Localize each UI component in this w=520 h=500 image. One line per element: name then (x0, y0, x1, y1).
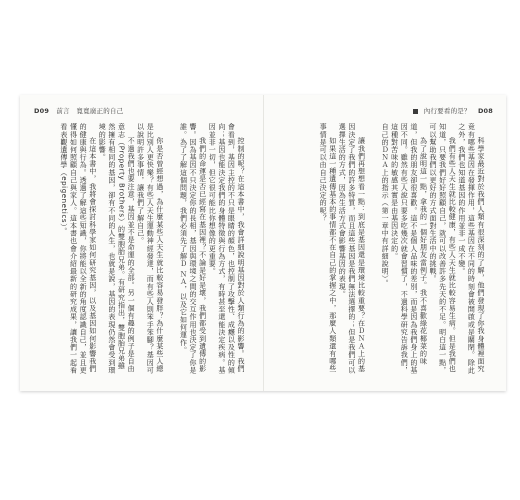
left-header-title: 前言 寬寬廣正的自己 (56, 107, 124, 115)
right-paragraph-3: 為了說明這一點，拿我的一個好朋友當例子。我不喜歡綠花椰菜的味道，但我的朋友卻很喜歡。這不是個人品味的差別，而是因為我們身上的基因不同。雖然有些人說只要多吃幾次就會習慣了，不過科學研究告訴我們，這種對苦味的敏感其實是由基因決定的。 (390, 123, 428, 374)
right-body-text (280, 123, 485, 375)
right-header-title: 內行要看的是？ (423, 107, 471, 115)
left-paragraph-1: 控制的呢？在這本書中，我會詳細說明基因對於人類行為的影響。我們會看到，基因主控的不只是眼睛的顏色，也控制了攻擊性、成癮以及性的傾向；基因也能決定我們的身體特徵與行為方式，有時甚至還能決定疾病。基因並非一切，但它很可能比你想像的更重要。 (208, 123, 245, 374)
right-paragraph-2: 我們有些人天生就比較健康，有些人天生就比較容易生病。但是我們也知道，只要我們好好照顧自己，就可以改善許多先天的不足。明白這一點，可以幫助我們以更好的方式面對生活中的挑戰。 (429, 123, 457, 374)
book-spread (20, 95, 506, 391)
left-paragraph-3: 你是否曾經想過，為什麼某些人天生就比較容易發胖？為什麼某些人總是比別人更快樂？有些人天生運動神經發達，而有些人則笨手笨腳？基因可以說明許多事情，讓我們了解自己。 (136, 123, 164, 374)
left-page-number: D09 (34, 107, 50, 115)
left-body-text (35, 123, 245, 375)
left-page (20, 95, 263, 391)
square-bullet-icon (413, 109, 418, 114)
right-paragraph-5: 讓我們再想想看一點：到底是基因還是環境比較重要？在ＤＮＡ上的基因決定了我們的許多特質，而且這些基因是我們無法選擇的；但是我們可以選擇生活的方式，因為生活方式會影響基因的表現。 (338, 123, 366, 374)
left-paragraph-4: 不過我們也要注意，基因並不是命運的全部。另一個有趣的例子是自由意志（Property Brothers）的雙胞胎兄弟。有研究指出，雙胞胎兄弟雖然擁有相同的基因，卻有不同的人生，也就是說，基因的表現仍然會受到環境的影響。 (98, 123, 136, 374)
left-paragraph-2: 我們的命運是否已經寫在基因裡？不論是好是壞，我們都受到遺傳的影響。因為基因不只決定你的長相，基因與環境之間的交互作用也決定了你是誰。為了了解這個問題，我們必須先了解Ｄ ＮＡ，以及它如何運作。 (179, 123, 207, 374)
right-page (264, 95, 506, 391)
right-running-head (413, 106, 493, 115)
right-paragraph-4: 自己的ＤＮＡ上的指示（第一章中有詳細說明）。 (381, 123, 390, 287)
right-paragraph-6: 如果這一種遺傳基本的事情都不在自己的掌握之中，那麼人類還有哪些事情是可以由自己決定的呢？ (319, 123, 337, 373)
right-page-number: D08 (477, 107, 493, 115)
left-paragraph-5: 在這本書中，我將會探討科學家如何研究基因，以及基因如何影響我們的健康與行為。透過了解這些知識，你將能以全新的角度認識自己，並且更懂得如何照顧自己與家人。這本書也會介紹最新的研究成果，讓我們一起看看表觀遺傳學（epigenetics）。 (59, 123, 97, 374)
left-running-head (34, 106, 123, 115)
right-paragraph-1: 科學家最近對於我們人類有很深刻的了解，他們發現了你我身體裡面究竟有哪些基因在發揮作用，這些基因在不同的時刻會被開啟或是關閉。除此之外，我們也知道基因的作用並非一成不變。 (457, 123, 485, 374)
